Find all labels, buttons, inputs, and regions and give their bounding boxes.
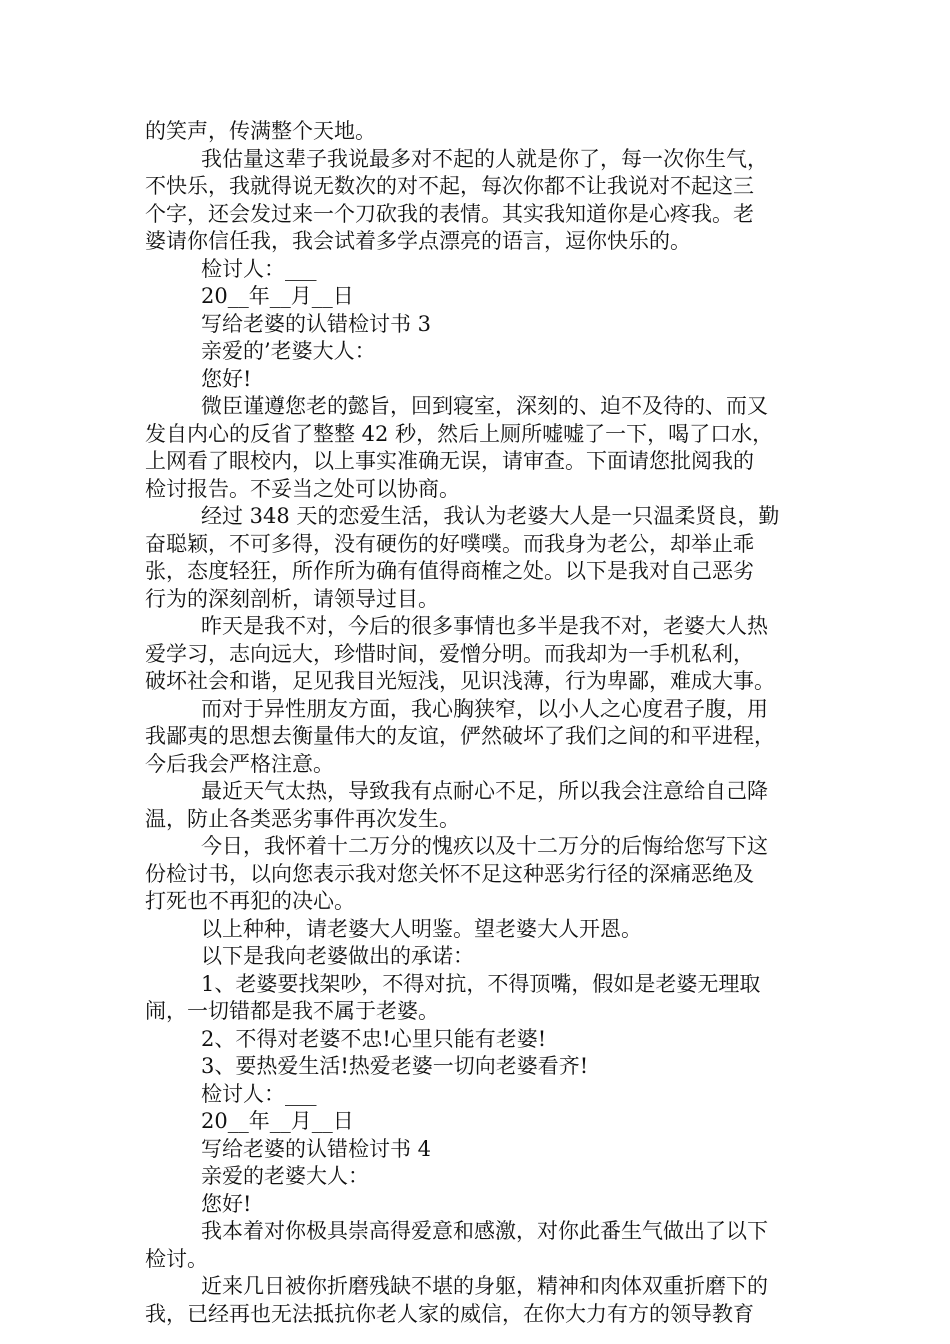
text-line: 写给老婆的认错检讨书 4	[201, 1136, 432, 1161]
text-line: 爱学习，志向远大，珍惜时间，爱憎分明。而我却为一手机私利，	[145, 641, 754, 666]
text-line: 我估量这辈子我说最多对不起的人就是你了，每一次你生气，	[201, 146, 768, 171]
text-line: 今后我会严格注意。	[145, 751, 334, 776]
text-line: 亲爱的老婆大人：	[201, 1164, 369, 1188]
text-line: 打死也不再犯的决心。	[145, 889, 355, 913]
text-line: 奋聪颖，不可多得，没有硬伤的好噗噗。而我身为老公，却举止乖	[145, 531, 754, 556]
text-line: 婆请你信任我，我会试着多学点漂亮的语言，逗你快乐的。	[145, 229, 691, 253]
text-line: 20__年__月__日	[201, 1109, 354, 1133]
text-line: 20__年__月__日	[201, 284, 354, 308]
text-line: 检讨。	[145, 1246, 208, 1271]
text-line: 闹，一切错都是我不属于老婆。	[145, 999, 439, 1023]
text-line: 的笑声，传满整个天地。	[145, 119, 376, 143]
text-line: 行为的深刻剖析，请领导过目。	[145, 586, 439, 611]
text-line: 而对于异性朋友方面，我心胸狭窄，以小人之心度君子腹，用	[201, 696, 768, 721]
text-line: 微臣谨遵您老的懿旨，回到寝室，深刻的、迫不及待的、而又	[201, 394, 768, 418]
text-line: 我本着对你极具崇高得爱意和感激，对你此番生气做出了以下	[201, 1219, 768, 1243]
text-line: 破坏社会和谐，足见我目光短浅，见识浅薄，行为卑鄙，难成大事。	[145, 669, 775, 693]
text-line: 我，已经再也无法抵抗你老人家的威信，在你大力有方的领导教育	[145, 1301, 754, 1326]
text-line: 张，态度轻狂，所作所为确有值得商榷之处。以下是我对自己恶劣	[145, 559, 754, 583]
document-body	[145, 118, 810, 1328]
text-line: 您好!	[201, 366, 252, 391]
text-line: 您好!	[201, 1191, 252, 1216]
text-line: 检讨人：___	[201, 1081, 317, 1106]
text-line: 2、不得对老婆不忠!心里只能有老婆!	[201, 1026, 547, 1051]
text-line: 经过 348 天的恋爱生活，我认为老婆大人是一只温柔贤良，勤	[201, 504, 780, 528]
text-line: 以上种种，请老婆大人明鉴。望老婆大人开恩。	[201, 916, 642, 941]
text-line: 我鄙夷的思想去衡量伟大的友谊，俨然破坏了我们之间的和平进程，	[145, 724, 775, 748]
text-line: 检讨报告。不妥当之处可以协商。	[145, 476, 460, 501]
text-line: 最近天气太热，导致我有点耐心不足，所以我会注意给自己降	[201, 779, 768, 803]
text-line: 温，防止各类恶劣事件再次发生。	[145, 806, 460, 831]
text-line: 近来几日被你折磨残缺不堪的身躯，精神和肉体双重折磨下的	[201, 1274, 768, 1298]
text-line: 3、要热爱生活!热爱老婆一切向老婆看齐!	[201, 1054, 589, 1078]
text-line: 今日，我怀着十二万分的愧疚以及十二万分的后悔给您写下这	[201, 834, 768, 858]
text-line: 昨天是我不对，今后的很多事情也多半是我不对，老婆大人热	[201, 614, 768, 638]
text-line: 个字，还会发过来一个刀砍我的表情。其实我知道你是心疼我。老	[145, 201, 754, 226]
text-line: 发自内心的反省了整整 42 秒，然后上厕所嘘嘘了一下，喝了口水，	[145, 421, 774, 446]
text-line: 份检讨书，以向您表示我对您关怀不足这种恶劣行径的深痛恶绝及	[145, 861, 754, 886]
text-line: 1、老婆要找架吵，不得对抗，不得顶嘴，假如是老婆无理取	[201, 971, 761, 996]
text-line: 不快乐，我就得说无数次的对不起，每次你都不让我说对不起这三	[145, 174, 754, 198]
text-line: 检讨人：___	[201, 256, 317, 281]
text-line: 亲爱的’老婆大人：	[201, 339, 376, 363]
text-line: 上网看了眼校内，以上事实准确无误，请审查。下面请您批阅我的	[145, 449, 754, 473]
text-line: 写给老婆的认错检讨书 3	[201, 311, 432, 336]
text-line: 以下是我向老婆做出的承诺：	[201, 944, 474, 968]
